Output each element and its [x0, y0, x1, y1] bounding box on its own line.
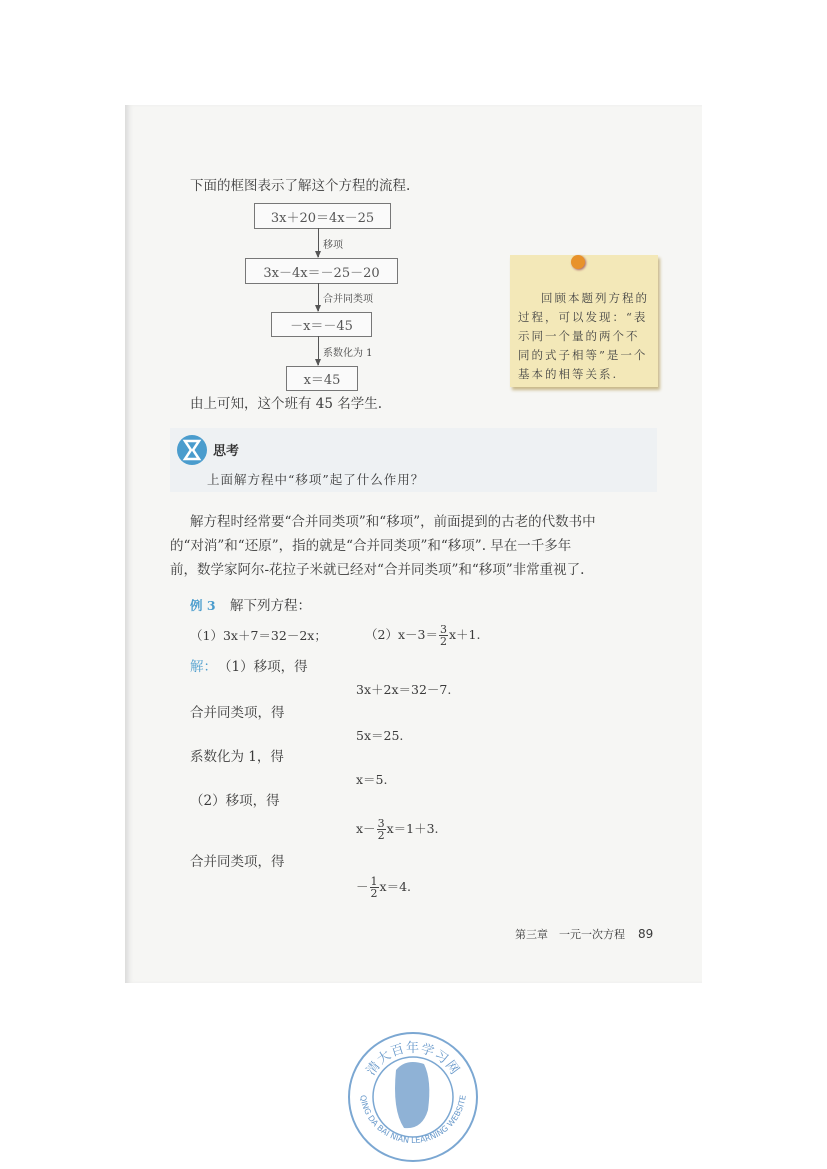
- solution-step: 合并同类项，得: [190, 854, 285, 870]
- paragraph-line: 前，数学家阿尔-花拉子米就已经对“合并同类项”和“移项”非常重视了.: [170, 562, 585, 578]
- equation-right: x＝4.: [379, 879, 411, 894]
- numerator: 1: [370, 875, 378, 888]
- solution-equation: 3x＋2x＝32－7.: [356, 682, 452, 697]
- conclusion-text: 由上可知，这个班有 45 名学生.: [190, 396, 383, 412]
- solution-equation: x＝5.: [356, 772, 388, 787]
- pin-icon: [571, 255, 585, 269]
- flow-box-4: x＝45: [286, 366, 358, 391]
- flow-arrow: [318, 336, 319, 365]
- flow-box-2: 3x－4x＝－25－20: [245, 258, 398, 284]
- sticky-note: [510, 255, 658, 387]
- solution-label: 解：: [190, 659, 217, 675]
- equation-left: x－: [356, 821, 376, 836]
- think-title: 思考: [213, 444, 240, 459]
- think-icon: [176, 434, 208, 466]
- fraction: [439, 624, 448, 647]
- numerator: 3: [439, 623, 447, 636]
- solution-step: 合并同类项，得: [190, 705, 285, 721]
- think-question: 上面解方程中“移项”起了什么作用？: [207, 472, 425, 487]
- solution-step: （2）移项，得: [190, 793, 280, 809]
- flow-step-label: 移项: [323, 240, 343, 251]
- solution-equation: [356, 818, 439, 841]
- chapter-title: 第三章 一元一次方程: [515, 928, 625, 941]
- paragraph-line: 解方程时经常要“合并同类项”和“移项”，前面提到的古老的代数书中: [190, 514, 596, 530]
- flow-box-1: 3x＋20＝4x－25: [254, 203, 391, 229]
- solution-equation: [356, 876, 411, 899]
- example-title: 解下列方程：: [230, 598, 311, 614]
- equation-right: x＝1＋3.: [386, 821, 439, 836]
- denominator: 2: [439, 635, 447, 648]
- watermark-en-text: QING DA BAI NIAN LEARNING WEBSITE: [358, 1094, 468, 1146]
- flow-arrow: [318, 228, 319, 257]
- example-problem-2: [365, 624, 480, 647]
- solution-step: 系数化为 1，得: [190, 749, 284, 765]
- numerator: 3: [377, 817, 385, 830]
- example-problem-1: （1）3x＋7＝32－2x；: [190, 628, 327, 643]
- flow-step-label: 系数化为 1: [323, 348, 373, 359]
- solution-step: （1）移项，得: [218, 659, 308, 675]
- flow-step-label: 合并同类项: [323, 294, 373, 305]
- equation-left: －: [356, 879, 369, 894]
- denominator: 2: [377, 829, 385, 842]
- solution-equation: 5x＝25.: [356, 728, 404, 743]
- fraction: [377, 818, 386, 841]
- problem-2-right: x＋1.: [448, 627, 481, 642]
- watermark-logo: [346, 1030, 480, 1164]
- paragraph-line: 的“对消”和“还原”，指的就是“合并同类项”和“移项”. 早在一千多年: [170, 538, 572, 554]
- note-text: 回顾本题列方程的过程，可以发现：“表示同一个量的两个不同的式子相等”是一个基本的相等关系.: [518, 291, 649, 381]
- example-label: 例 3: [190, 598, 216, 613]
- flow-box-3: －x＝－45: [271, 312, 372, 337]
- watermark-cn-text: 清大百年学习网: [363, 1041, 463, 1079]
- problem-2-left: （2）x－3＝: [365, 627, 438, 642]
- fraction: [370, 876, 379, 899]
- intro-text: 下面的框图表示了解这个方程的流程.: [190, 178, 411, 194]
- flow-arrow: [318, 283, 319, 311]
- denominator: 2: [370, 887, 378, 900]
- page-number: 89: [638, 927, 654, 941]
